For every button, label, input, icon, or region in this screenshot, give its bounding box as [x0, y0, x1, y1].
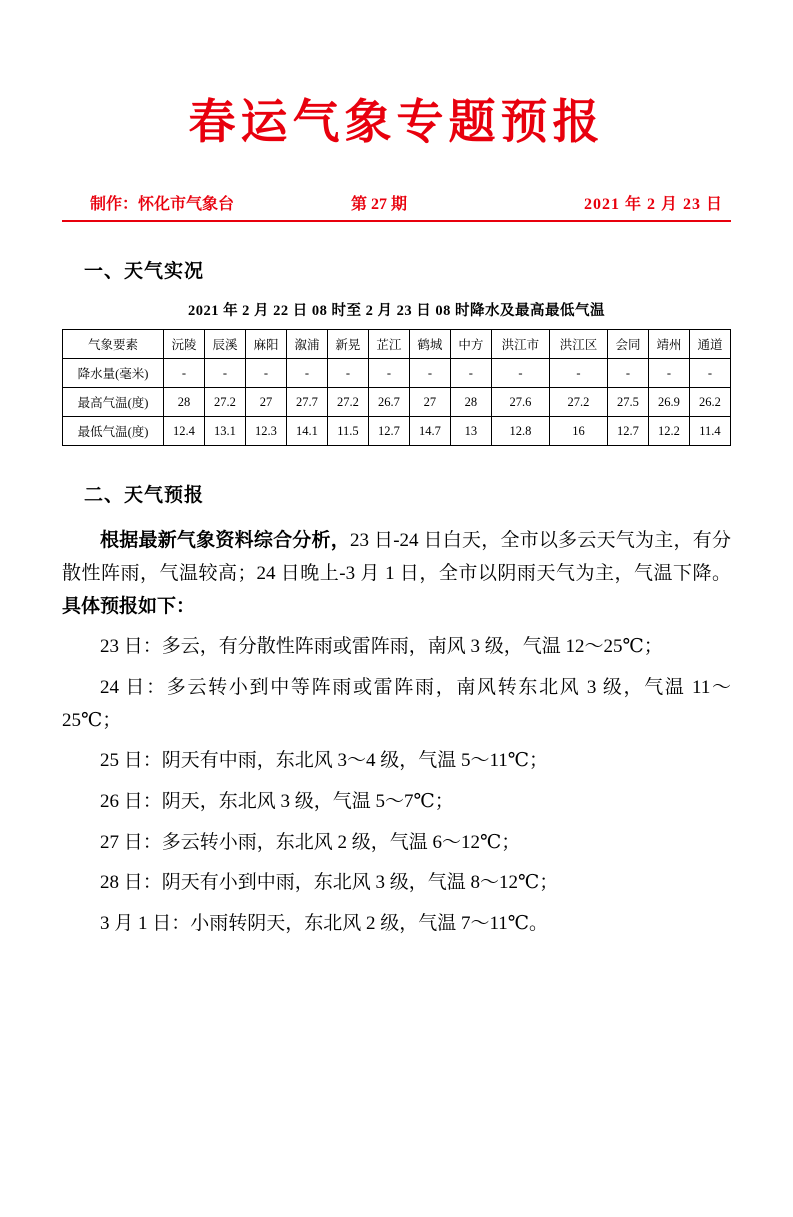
page-title: 春运气象专题预报 [188, 95, 605, 150]
table-column-header: 中方 [450, 330, 491, 359]
table-cell: 11.5 [327, 417, 368, 446]
table-cell: - [286, 359, 327, 388]
table-column-header: 麻阳 [245, 330, 286, 359]
meta-producer: 制作：怀化市气象台 [90, 196, 235, 214]
forecast-summary-tail: 具体预报如下： [62, 595, 196, 617]
table-column-header: 靖州 [648, 330, 689, 359]
table-cell: 26.7 [368, 388, 409, 417]
table-column-header: 辰溪 [204, 330, 245, 359]
header-divider [62, 220, 731, 222]
table-column-header: 溆浦 [286, 330, 327, 359]
daily-forecast-item: 28 日：阴天有小到中雨，东北风 3 级，气温 8～12℃； [100, 872, 559, 894]
table-cell: - [689, 359, 730, 388]
table-row-header: 最高气温(度) [63, 388, 164, 417]
forecast-summary-body: 23 日-24 日白天，全市以多云天气为主，有分散性阵雨，气温较高；24 日晚上-3 月 1 日，全市以阴雨天气为主，气温下降。 [62, 530, 731, 585]
table-cell: 14.1 [286, 417, 327, 446]
table-cell: 12.7 [368, 417, 409, 446]
table-column-header: 沅陵 [164, 330, 205, 359]
table-row [63, 417, 731, 446]
table-cell: 26.2 [689, 388, 730, 417]
forecast-summary-paragraph [62, 525, 731, 623]
table-cell: 13 [450, 417, 491, 446]
table-cell: - [368, 359, 409, 388]
table-cell: 27.2 [204, 388, 245, 417]
daily-forecast-item: 25 日：阴天有中雨，东北风 3～4 级，气温 5～11℃； [100, 750, 549, 772]
table-row [63, 388, 731, 417]
table-column-header: 鹤城 [409, 330, 450, 359]
table-cell: - [204, 359, 245, 388]
daily-forecast-item: 3 月 1 日：小雨转阴天，东北风 2 级，气温 7～11℃。 [100, 913, 549, 935]
table-cell: 26.9 [648, 388, 689, 417]
table-cell: - [327, 359, 368, 388]
document-meta [62, 191, 731, 220]
meta-date: 2021 年 2 月 23 日 [583, 196, 723, 214]
table-row-header: 最低气温(度) [63, 417, 164, 446]
table-column-header: 会同 [607, 330, 648, 359]
table-cell: 27.6 [491, 388, 549, 417]
daily-forecast-item: 23 日：多云，有分散性阵雨或雷阵雨，南风 3 级，气温 12～25℃； [100, 636, 663, 658]
table-cell: 28 [164, 388, 205, 417]
table-cell: 27 [409, 388, 450, 417]
table-cell: - [409, 359, 450, 388]
table-cell: 11.4 [689, 417, 730, 446]
table-cell: - [245, 359, 286, 388]
weather-observation-table [62, 329, 731, 446]
table-cell: 27.7 [286, 388, 327, 417]
table-cell: 12.2 [648, 417, 689, 446]
table-cell: - [450, 359, 491, 388]
table-cell: 12.4 [164, 417, 205, 446]
daily-forecast-item: 26 日：阴天，东北风 3 级，气温 5～7℃； [100, 791, 454, 813]
table-cell: 14.7 [409, 417, 450, 446]
document-page [0, 95, 793, 1217]
table-column-header: 新晃 [327, 330, 368, 359]
meta-issue-number: 第 27 期 [350, 196, 407, 214]
table-cell: 16 [549, 417, 607, 446]
table-cell: 12.7 [607, 417, 648, 446]
daily-forecast-item: 27 日：多云转小雨，东北风 2 级，气温 6～12℃； [100, 831, 521, 853]
table-body [63, 330, 731, 446]
table-column-header: 洪江区 [549, 330, 607, 359]
table-corner-header: 气象要素 [63, 330, 164, 359]
daily-forecast-item: 24 日：多云转小到中等阵雨或雷阵雨，南风转东北风 3 级，气温 11～25℃； [62, 677, 731, 731]
table-cell: 12.3 [245, 417, 286, 446]
table-header-row [63, 330, 731, 359]
table-cell: 28 [450, 388, 491, 417]
table-cell: 27.2 [327, 388, 368, 417]
table-row-header: 降水量(毫米) [63, 359, 164, 388]
table-cell: - [549, 359, 607, 388]
table-cell: 12.8 [491, 417, 549, 446]
table-row [63, 359, 731, 388]
table-caption: 2021 年 2 月 22 日 08 时至 2 月 23 日 08 时降水及最高最低气温 [187, 303, 606, 320]
table-cell: - [164, 359, 205, 388]
table-cell: - [607, 359, 648, 388]
table-cell: - [648, 359, 689, 388]
table-column-header: 芷江 [368, 330, 409, 359]
section-heading-forecast: 二、天气预报 [84, 485, 205, 507]
forecast-summary-lead: 根据最新气象资料综合分析， [100, 530, 350, 552]
table-cell: 13.1 [204, 417, 245, 446]
table-cell: 27.2 [549, 388, 607, 417]
table-cell: 27.5 [607, 388, 648, 417]
table-column-header: 洪江市 [491, 330, 549, 359]
section-heading-observation: 一、天气实况 [84, 261, 205, 283]
table-cell: 27 [245, 388, 286, 417]
table-column-header: 通道 [689, 330, 730, 359]
table-cell: - [491, 359, 549, 388]
